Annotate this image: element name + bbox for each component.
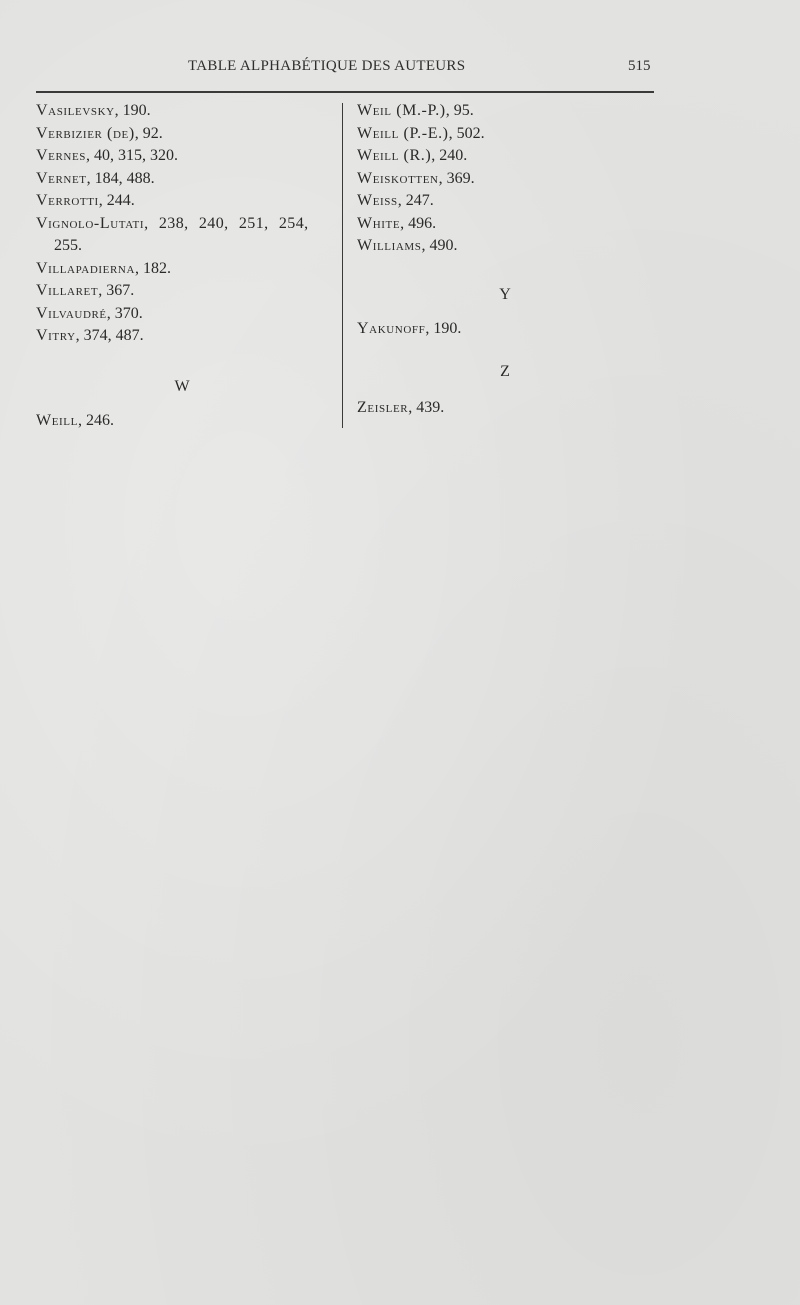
index-entry — [36, 190, 336, 213]
page-refs: , 190. — [114, 102, 151, 119]
page-refs: , 374, 487. — [75, 327, 144, 344]
page-refs: 255. — [54, 237, 82, 254]
author-name: Vasilevsky — [36, 102, 115, 119]
page-refs: , 496. — [400, 214, 437, 232]
index-entry — [357, 168, 657, 191]
page-refs: , 238, 240, 251, 254, — [144, 214, 309, 232]
header-rule — [36, 91, 654, 93]
index-entry — [357, 235, 657, 258]
author-name: Weill — [36, 412, 78, 429]
index-entry — [357, 100, 657, 123]
index-entry-continuation — [36, 235, 336, 258]
section-letter-z: Z — [500, 362, 510, 380]
section-letter-y: Y — [499, 285, 511, 303]
author-name: Yakunoff — [357, 320, 426, 337]
index-entry — [36, 280, 336, 303]
index-entry — [357, 190, 657, 213]
index-entry — [36, 100, 336, 123]
index-entry — [357, 145, 657, 168]
page-refs: , 247. — [397, 192, 434, 209]
page-refs: , 502. — [448, 124, 485, 142]
author-name: Verbizier (de) — [36, 124, 135, 142]
page-number: 515 — [628, 58, 651, 74]
index-entry — [36, 325, 336, 348]
page-refs: , 95. — [445, 102, 474, 119]
author-name: Weill (R.) — [357, 147, 432, 164]
index-entry — [357, 123, 657, 146]
page-refs: , 240. — [431, 147, 468, 164]
page-refs: , 369. — [438, 169, 475, 187]
index-entry — [357, 213, 657, 236]
page-refs: , 370. — [106, 304, 143, 322]
author-name: Weiss — [357, 192, 398, 209]
section-letter-w: W — [174, 377, 190, 395]
author-name: Weiskotten — [357, 169, 439, 187]
author-name: Vernet — [36, 169, 87, 187]
index-entry — [36, 168, 336, 191]
page-refs: , 439. — [408, 399, 445, 416]
author-name: White — [357, 214, 401, 232]
page-refs: , 190. — [425, 320, 462, 337]
page-refs: , 246. — [77, 412, 114, 429]
index-column-left — [36, 100, 336, 433]
author-name: Vitry — [36, 327, 76, 344]
index-entry — [36, 258, 336, 281]
page-refs: , 244. — [98, 192, 135, 209]
author-name: Weil (M.-P.) — [357, 102, 446, 119]
author-name: Vernes — [36, 147, 86, 164]
page-refs: , 184, 488. — [86, 169, 155, 187]
index-entry — [357, 397, 657, 420]
author-name: Vignolo-Lutati — [36, 214, 145, 232]
column-divider — [342, 103, 343, 428]
author-name: Zeisler — [357, 399, 409, 416]
index-column-right — [357, 100, 657, 420]
author-name: Weill (P.-E.) — [357, 124, 449, 142]
index-entry — [36, 213, 336, 236]
index-entry — [36, 303, 336, 326]
running-head-title: TABLE ALPHABÉTIQUE DES AUTEURS — [188, 58, 466, 74]
author-name: Williams — [357, 237, 422, 254]
page-refs: , 40, 315, 320. — [86, 147, 178, 164]
page-refs: , 367. — [98, 282, 135, 299]
index-entry — [36, 123, 336, 146]
page-refs: , 182. — [135, 259, 172, 277]
index-entry — [357, 318, 657, 341]
index-entry — [36, 145, 336, 168]
index-entry — [36, 410, 336, 433]
page-refs: , 92. — [134, 124, 163, 142]
page-refs: , 490. — [421, 237, 458, 254]
author-name: Villapadierna — [36, 259, 136, 277]
author-name: Vilvaudré — [36, 304, 107, 322]
author-name: Verrotti — [36, 192, 99, 209]
author-name: Villaret — [36, 282, 99, 299]
